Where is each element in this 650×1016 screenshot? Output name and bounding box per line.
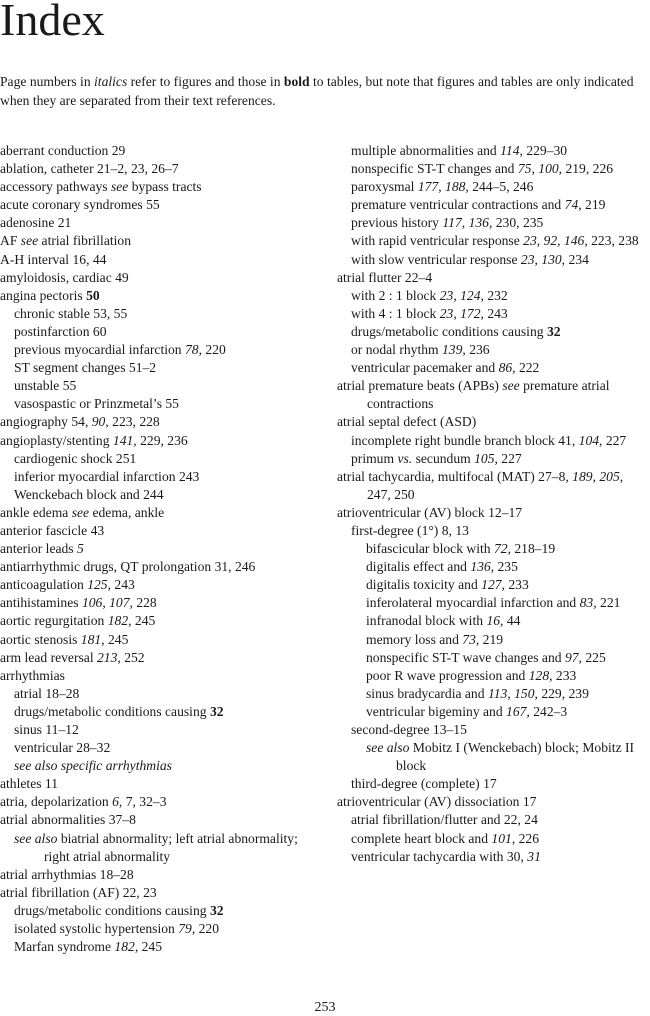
- index-text-run: with slow ventricular response: [351, 251, 521, 267]
- index-text-run: Mobitz I (Wenckebach) block; Mobitz II block: [396, 740, 635, 774]
- page-title: Index: [0, 0, 105, 45]
- index-text-run: atrial fibrillation (AF) 22, 23: [0, 884, 157, 900]
- index-text-run: drugs/metabolic conditions causing: [351, 323, 547, 339]
- index-subentry: [0, 323, 320, 341]
- index-text-run: 213: [97, 649, 118, 665]
- index-text-run: 86: [498, 360, 513, 376]
- index-text-run: 100: [538, 161, 559, 177]
- index-text-run: ,: [453, 305, 461, 321]
- index-text-run: , 226: [511, 830, 539, 846]
- index-text-run: biatrial abnormality; left atrial abnormality; right atrial abnormality: [44, 830, 298, 864]
- index-text-run: 23: [523, 233, 537, 249]
- index-text-run: first-degree (1°) 8, 13: [351, 522, 469, 538]
- index-text-run: 128: [528, 667, 550, 683]
- index-text-run: 182: [114, 939, 135, 955]
- index-subentry: [0, 757, 320, 775]
- index-text-run: second-degree 13–15: [351, 722, 467, 737]
- index-text-run: see: [110, 179, 129, 195]
- index-text-run: 146: [563, 233, 585, 249]
- index-text-run: 32: [209, 902, 224, 918]
- index-text-run: ,: [507, 685, 515, 701]
- index-subentry: [337, 359, 650, 377]
- index-text-run: 182: [107, 613, 129, 629]
- index-subentry: [337, 341, 650, 359]
- index-subentry: [337, 178, 650, 196]
- index-text-run: 23: [439, 305, 454, 321]
- index-text-run: antihistamines: [0, 595, 82, 611]
- index-text-run: , 219, 226: [558, 161, 614, 177]
- index-text-run: anterior leads: [0, 541, 77, 557]
- index-text-run: atrial 18–28: [14, 685, 80, 701]
- index-text-run: 177: [417, 179, 439, 195]
- index-text-run: atrioventricular (AV) dissociation 17: [337, 794, 537, 810]
- index-text-run: digitalis effect and: [366, 559, 471, 575]
- index-text-run: complete heart block and: [351, 830, 492, 846]
- index-text-run: , 7, 32–3: [118, 794, 167, 810]
- index-text-run: postinfarction 60: [14, 323, 107, 339]
- index-text-run: 16: [486, 613, 501, 629]
- index-text-run: angioplasty/stenting: [0, 432, 113, 448]
- index-text-run: ventricular tachycardia with 30,: [351, 848, 528, 864]
- index-text-run: , 234: [561, 251, 589, 267]
- index-text-run: , 243: [480, 305, 508, 321]
- index-text-run: 125: [87, 577, 108, 593]
- index-subentry: [337, 721, 650, 739]
- index-text-run: , 220: [191, 921, 220, 937]
- index-text-run: 72: [493, 541, 508, 557]
- index-text-run: AF: [0, 233, 21, 249]
- index-text-run: drugs/metabolic conditions causing: [14, 902, 210, 918]
- index-text-run: premature ventricular contractions and: [351, 197, 565, 213]
- index-text-run: ,: [461, 215, 469, 231]
- index-text-run: athletes 11: [0, 776, 59, 792]
- index-text-run: , 236: [462, 342, 490, 358]
- index-intro-note: [0, 73, 640, 110]
- index-subentry: [0, 450, 320, 468]
- index-subentry: [337, 685, 650, 703]
- index-entry: [337, 468, 650, 504]
- index-text-run: atrial flutter 22–4: [337, 269, 433, 285]
- index-text-run: , 44: [500, 613, 521, 629]
- index-entry: [0, 811, 320, 829]
- index-text-run: 6: [112, 794, 119, 810]
- index-entry: [0, 160, 320, 178]
- index-entry: [0, 558, 320, 576]
- index-subentry: [0, 830, 320, 866]
- index-text-run: or nodal rhythm: [351, 342, 442, 358]
- index-entry: [0, 432, 320, 450]
- index-entry: [0, 866, 320, 884]
- index-subentry: [0, 739, 320, 757]
- index-text-run: infranodal block with: [366, 613, 487, 629]
- index-text-run: 74: [564, 197, 579, 213]
- index-text-run: ablation, catheter 21–2, 23, 26–7: [0, 161, 179, 177]
- index-text-run: 205: [599, 468, 620, 484]
- index-subentry: [337, 251, 650, 269]
- index-subentry: [0, 341, 320, 359]
- index-text-run: A-H interval 16, 44: [0, 251, 107, 267]
- index-text-run: bold: [283, 74, 310, 89]
- index-text-run: see also: [366, 740, 410, 756]
- index-text-run: 117: [442, 215, 462, 231]
- index-text-run: 31: [527, 848, 541, 864]
- index-entry: [0, 142, 320, 160]
- index-text-run: Wenckebach block and 244: [14, 486, 164, 502]
- index-text-run: , 225: [578, 649, 606, 665]
- index-entry: [0, 884, 320, 902]
- index-column-right: [337, 142, 650, 866]
- index-text-run: 79: [178, 921, 192, 937]
- index-entry: [0, 576, 320, 594]
- index-text-run: , 252: [117, 649, 145, 665]
- index-text-run: 32: [546, 323, 561, 339]
- index-text-run: 136: [468, 215, 489, 231]
- index-text-run: , 233: [501, 577, 529, 593]
- index-subentry: [337, 214, 650, 232]
- index-text-run: atrial fibrillation: [38, 233, 132, 249]
- index-text-run: anticoagulation: [0, 577, 88, 593]
- index-subentry: [337, 558, 650, 576]
- index-text-run: aortic regurgitation: [0, 613, 108, 629]
- index-text-run: bifascicular block with: [366, 541, 494, 557]
- index-text-run: , 228: [129, 595, 157, 611]
- index-text-run: 124: [460, 287, 481, 303]
- index-entry: [0, 775, 320, 793]
- index-text-run: , 223, 228: [105, 414, 160, 430]
- index-text-run: ,: [438, 179, 446, 195]
- index-subentry: [337, 287, 650, 305]
- index-text-run: arrhythmias: [0, 667, 65, 683]
- index-text-run: paroxysmal: [351, 179, 418, 195]
- index-text-run: , 242–3: [526, 703, 568, 719]
- index-text-run: 127: [481, 577, 502, 593]
- index-text-run: ,: [534, 251, 542, 267]
- index-text-run: , 245: [134, 939, 162, 955]
- index-text-run: ,: [557, 233, 564, 249]
- index-text-run: see also: [14, 830, 58, 846]
- index-text-run: angina pectoris: [0, 287, 87, 303]
- index-subentry: [337, 522, 650, 540]
- index-text-run: aberrant conduction 29: [0, 143, 126, 158]
- index-text-run: 92: [543, 233, 558, 249]
- index-entry: [0, 178, 320, 196]
- index-text-run: , 218–19: [507, 541, 556, 557]
- index-subentry: [0, 685, 320, 703]
- index-text-run: 90: [91, 414, 106, 430]
- index-text-run: , 219: [578, 197, 606, 213]
- index-text-run: see: [71, 504, 90, 520]
- index-subentry: [0, 938, 320, 956]
- index-subentry: [337, 649, 650, 667]
- index-text-run: anterior fascicle 43: [0, 522, 105, 538]
- index-text-run: atrial fibrillation/flutter and 22, 24: [351, 812, 538, 828]
- index-text-run: atrial tachycardia, multifocal (MAT) 27–8,: [337, 468, 573, 484]
- index-entry: [337, 377, 650, 413]
- index-text-run: refer to figures and those in: [127, 74, 284, 89]
- index-text-run: 23: [520, 251, 535, 267]
- index-text-run: sinus bradycardia and: [366, 685, 488, 701]
- index-text-run: 83: [579, 595, 594, 611]
- index-text-run: Marfan syndrome: [14, 939, 115, 955]
- index-text-run: see also specific arrhythmias: [14, 758, 172, 774]
- index-text-run: antiarrhythmic drugs, QT prolongation 31, 246: [0, 559, 256, 575]
- index-subentry: [337, 739, 650, 775]
- index-text-run: , 245: [128, 613, 156, 629]
- index-text-run: angiography 54,: [0, 414, 92, 430]
- index-entry: [0, 196, 320, 214]
- index-column-left: [0, 142, 320, 956]
- index-text-run: see: [502, 378, 520, 394]
- index-text-run: multiple abnormalities and: [351, 143, 501, 158]
- index-text-run: ST segment changes 51–2: [14, 360, 157, 376]
- index-text-run: with 4 : 1 block: [351, 305, 440, 321]
- index-text-run: , 233: [549, 667, 577, 683]
- index-text-run: 105: [474, 450, 495, 466]
- index-text-run: 136: [470, 559, 491, 575]
- index-entry: [0, 287, 320, 305]
- index-text-run: , 227: [494, 450, 522, 466]
- index-subentry: [337, 323, 650, 341]
- index-subentry: [337, 830, 650, 848]
- index-entry: [0, 540, 320, 558]
- index-subentry: [0, 703, 320, 721]
- index-entry: [0, 594, 320, 612]
- index-subentry: [337, 594, 650, 612]
- index-text-run: 101: [491, 830, 512, 846]
- index-text-run: secundum: [412, 450, 475, 466]
- index-subentry: [337, 160, 650, 178]
- index-text-run: ,: [453, 287, 461, 303]
- index-text-run: inferior myocardial infarction 243: [14, 468, 200, 484]
- index-text-run: memory loss and: [366, 631, 463, 647]
- index-text-run: atrial abnormalities 37–8: [0, 812, 136, 828]
- index-text-run: , 245: [101, 631, 129, 647]
- index-entry: [0, 612, 320, 630]
- index-text-run: , 247, 250: [367, 468, 624, 502]
- index-text-run: 97: [564, 649, 579, 665]
- index-text-run: , 220: [198, 342, 226, 358]
- index-subentry: [337, 540, 650, 558]
- index-text-run: drugs/metabolic conditions causing: [14, 703, 210, 719]
- index-text-run: , 235: [490, 559, 518, 575]
- index-text-run: 188: [445, 179, 466, 195]
- index-text-run: , 229, 239: [534, 685, 589, 701]
- index-text-run: cardiogenic shock 251: [14, 450, 137, 466]
- index-text-run: nonspecific ST-T changes and: [351, 161, 518, 177]
- index-subentry: [337, 196, 650, 214]
- index-text-run: 114: [500, 143, 520, 158]
- index-text-run: , 230, 235: [488, 215, 544, 231]
- index-text-run: ankle edema: [0, 504, 72, 520]
- index-text-run: premature atrial contractions: [367, 378, 610, 412]
- index-entry: [0, 631, 320, 649]
- index-text-run: to tables, but note that figures and tables are only indicated when they are separated from their text references.: [0, 74, 634, 108]
- index-entry: [0, 649, 320, 667]
- index-text-run: 32: [209, 703, 224, 719]
- index-text-run: third-degree (complete) 17: [351, 776, 497, 792]
- index-entry: [0, 793, 320, 811]
- index-entry: [337, 269, 650, 287]
- index-text-run: , 221: [593, 595, 621, 611]
- index-entry: [0, 269, 320, 287]
- index-text-run: 150: [514, 685, 535, 701]
- index-text-run: amyloidosis, cardiac 49: [0, 269, 129, 285]
- index-subentry: [337, 631, 650, 649]
- index-text-run: 50: [86, 287, 100, 303]
- index-text-run: ventricular bigeminy and: [366, 703, 507, 719]
- index-text-run: adenosine 21: [0, 215, 72, 231]
- index-subentry: [337, 848, 650, 866]
- index-entry: [337, 793, 650, 811]
- index-text-run: , 229–30: [519, 143, 568, 158]
- index-subentry: [337, 667, 650, 685]
- index-subentry: [337, 775, 650, 793]
- index-text-run: unstable 55: [14, 378, 77, 394]
- index-text-run: with 2 : 1 block: [351, 287, 440, 303]
- index-subentry: [337, 811, 650, 829]
- index-text-run: 172: [460, 305, 481, 321]
- index-text-run: ventricular 28–32: [14, 740, 111, 756]
- index-text-run: chronic stable 53, 55: [14, 305, 128, 321]
- index-text-run: sinus 11–12: [14, 722, 79, 737]
- index-text-run: primum: [351, 450, 398, 466]
- index-text-run: previous history: [351, 215, 443, 231]
- index-entry: [0, 667, 320, 685]
- index-subentry: [0, 468, 320, 486]
- index-text-run: 106: [81, 595, 103, 611]
- index-text-run: 73: [462, 631, 476, 647]
- index-subentry: [337, 576, 650, 594]
- index-text-run: with rapid ventricular response: [351, 233, 524, 249]
- index-subentry: [337, 232, 650, 250]
- index-text-run: aortic stenosis: [0, 631, 81, 647]
- index-text-run: italics: [94, 74, 128, 89]
- index-text-run: , 222: [512, 360, 540, 376]
- index-entry: [0, 232, 320, 250]
- index-subentry: [337, 142, 650, 160]
- index-text-run: arm lead reversal: [0, 649, 97, 665]
- page-number: 253: [314, 1000, 336, 1015]
- index-text-run: 189: [572, 468, 593, 484]
- index-subentry: [0, 359, 320, 377]
- index-text-run: , 232: [480, 287, 508, 303]
- index-entry: [0, 504, 320, 522]
- index-text-run: digitalis toxicity and: [366, 577, 482, 593]
- index-text-run: 181: [80, 631, 102, 647]
- index-subentry: [0, 395, 320, 413]
- index-entry: [0, 214, 320, 232]
- index-text-run: vs.: [397, 450, 413, 466]
- index-subentry: [0, 902, 320, 920]
- index-text-run: atrial arrhythmias 18–28: [0, 866, 134, 882]
- index-text-run: edema, ankle: [89, 504, 165, 520]
- index-text-run: 139: [442, 342, 463, 358]
- index-text-run: nonspecific ST-T wave changes and: [366, 649, 565, 665]
- index-text-run: 78: [185, 342, 199, 358]
- index-text-run: 167: [506, 703, 527, 719]
- index-text-run: 5: [77, 541, 84, 557]
- index-text-run: , 219: [475, 631, 504, 647]
- index-text-run: see: [20, 233, 39, 249]
- index-text-run: inferolateral myocardial infarction and: [366, 595, 580, 611]
- index-text-run: 113: [487, 685, 508, 701]
- index-text-run: , 223, 238: [584, 233, 639, 249]
- index-entry: [0, 522, 320, 540]
- index-subentry: [0, 721, 320, 739]
- index-text-run: atrial septal defect (ASD): [337, 414, 477, 430]
- index-text-run: atria, depolarization: [0, 794, 113, 810]
- index-text-run: ,: [592, 468, 600, 484]
- index-subentry: [0, 920, 320, 938]
- index-text-run: , 229, 236: [133, 432, 188, 448]
- index-subentry: [337, 703, 650, 721]
- index-text-run: ventricular pacemaker and: [351, 360, 499, 376]
- index-entry: [337, 504, 650, 522]
- index-text-run: , 243: [107, 577, 135, 593]
- index-subentry: [0, 377, 320, 395]
- index-text-run: isolated systolic hypertension: [14, 921, 179, 937]
- index-subentry: [0, 486, 320, 504]
- index-text-run: 141: [112, 432, 134, 448]
- index-text-run: atrioventricular (AV) block 12–17: [337, 504, 523, 520]
- index-entry: [0, 413, 320, 431]
- index-text-run: incomplete right bundle branch block 41,: [351, 432, 579, 448]
- index-text-run: poor R wave progression and: [366, 667, 529, 683]
- index-text-run: ,: [536, 233, 544, 249]
- index-text-run: vasospastic or Prinzmetal’s 55: [14, 396, 179, 412]
- index-subentry: [337, 305, 650, 323]
- index-subentry: [337, 612, 650, 630]
- index-text-run: accessory pathways: [0, 179, 111, 195]
- index-text-run: 23: [439, 287, 454, 303]
- index-text-run: 75: [517, 161, 532, 177]
- index-text-run: ,: [102, 595, 110, 611]
- index-text-run: ,: [531, 161, 539, 177]
- index-text-run: previous myocardial infarction: [14, 342, 185, 358]
- index-entry: [337, 413, 650, 431]
- index-subentry: [0, 305, 320, 323]
- index-subentry: [337, 450, 650, 468]
- index-entry: [0, 251, 320, 269]
- index-text-run: , 227: [599, 432, 627, 448]
- index-text-run: , 244–5, 246: [465, 179, 534, 195]
- index-text-run: acute coronary syndromes 55: [0, 197, 160, 213]
- index-subentry: [337, 432, 650, 450]
- index-text-run: 107: [109, 595, 130, 611]
- index-text-run: Page numbers in: [0, 74, 95, 89]
- index-text-run: 104: [578, 432, 600, 448]
- index-text-run: bypass tracts: [128, 179, 202, 195]
- index-text-run: 130: [541, 251, 562, 267]
- index-text-run: atrial premature beats (APBs): [337, 378, 503, 394]
